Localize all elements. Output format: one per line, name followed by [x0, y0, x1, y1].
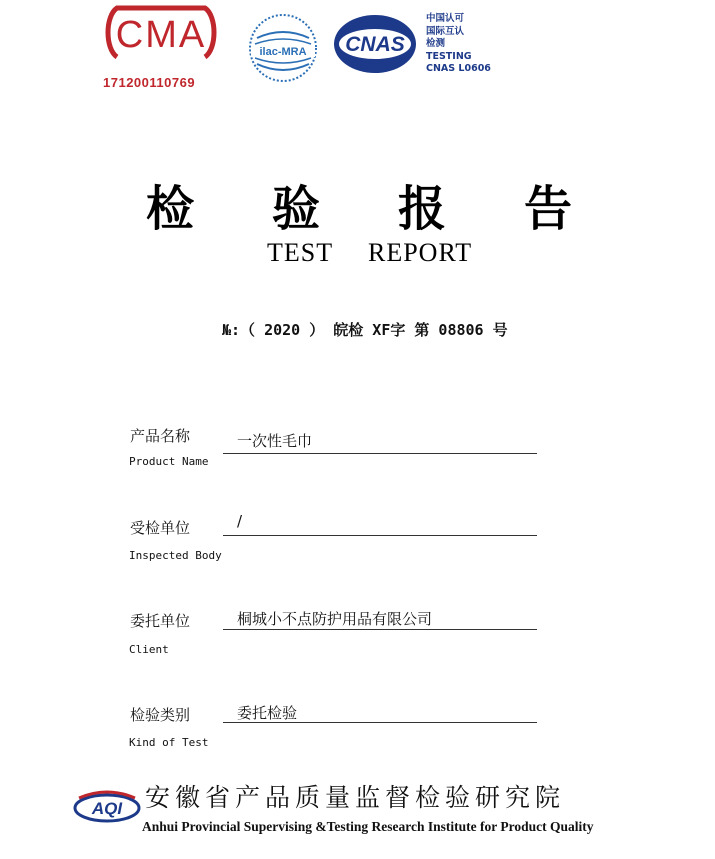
kind-of-test-label-en: Kind of Test [129, 736, 209, 749]
product-name-value: 一次性毛巾 [237, 432, 313, 450]
institute-name-en: Anhui Provincial Supervising &Testing Research Institute for Product Quality [142, 819, 594, 834]
product-name-label-cn: 产品名称 [130, 427, 191, 445]
title-word: REPORT [368, 238, 473, 267]
kind-of-test-underline [223, 722, 537, 723]
inspected-body-label-en: Inspected Body [129, 549, 222, 562]
title-char: 验 [272, 181, 321, 237]
report-title-en [0, 238, 715, 272]
product-name-underline [223, 453, 537, 454]
cma-logo-text: CMA [115, 14, 207, 56]
client-label-en: Client [129, 643, 169, 656]
title-word: TEST [267, 238, 334, 267]
title-char: 检 [146, 181, 195, 237]
cnas-line: CNAS L0606 [426, 63, 491, 74]
product-name-label-en: Product Name [129, 455, 209, 468]
cnas-accreditation-text [426, 13, 491, 76]
title-char: 报 [398, 181, 447, 237]
title-char: 告 [524, 181, 573, 237]
cnas-logo [333, 14, 417, 74]
cnas-line: 国际互认 [426, 25, 465, 37]
cnas-line: TESTING [426, 50, 472, 62]
cma-logo [103, 5, 219, 60]
kind-of-test-value: 委托检验 [237, 704, 298, 722]
inspected-body-value: / [237, 512, 243, 530]
inspected-body-underline [223, 535, 537, 536]
client-value: 桐城小不点防护用品有限公司 [237, 610, 433, 628]
ilac-mra-logo-text: ilac-MRA [259, 46, 307, 58]
cnas-line: 检测 [426, 38, 446, 49]
client-underline [223, 629, 537, 630]
client-label-cn: 委托单位 [130, 612, 191, 630]
cnas-line: 中国认可 [426, 13, 465, 24]
report-title-cn [0, 170, 715, 237]
cma-certificate-number: 171200110769 [103, 75, 196, 90]
inspected-body-label-cn: 受检单位 [130, 519, 191, 537]
aqi-logo-text: AQI [91, 799, 123, 818]
kind-of-test-label-cn: 检验类别 [130, 706, 191, 724]
aqi-logo [73, 786, 141, 826]
institute-name-cn: 安徽省产品质量监督检验研究院 [145, 783, 566, 812]
report-number: №:（ 2020 ） 皖检 XF字 第 08806 号 [222, 321, 508, 339]
cnas-logo-text: CNAS [345, 33, 405, 56]
ilac-mra-logo [247, 12, 319, 84]
